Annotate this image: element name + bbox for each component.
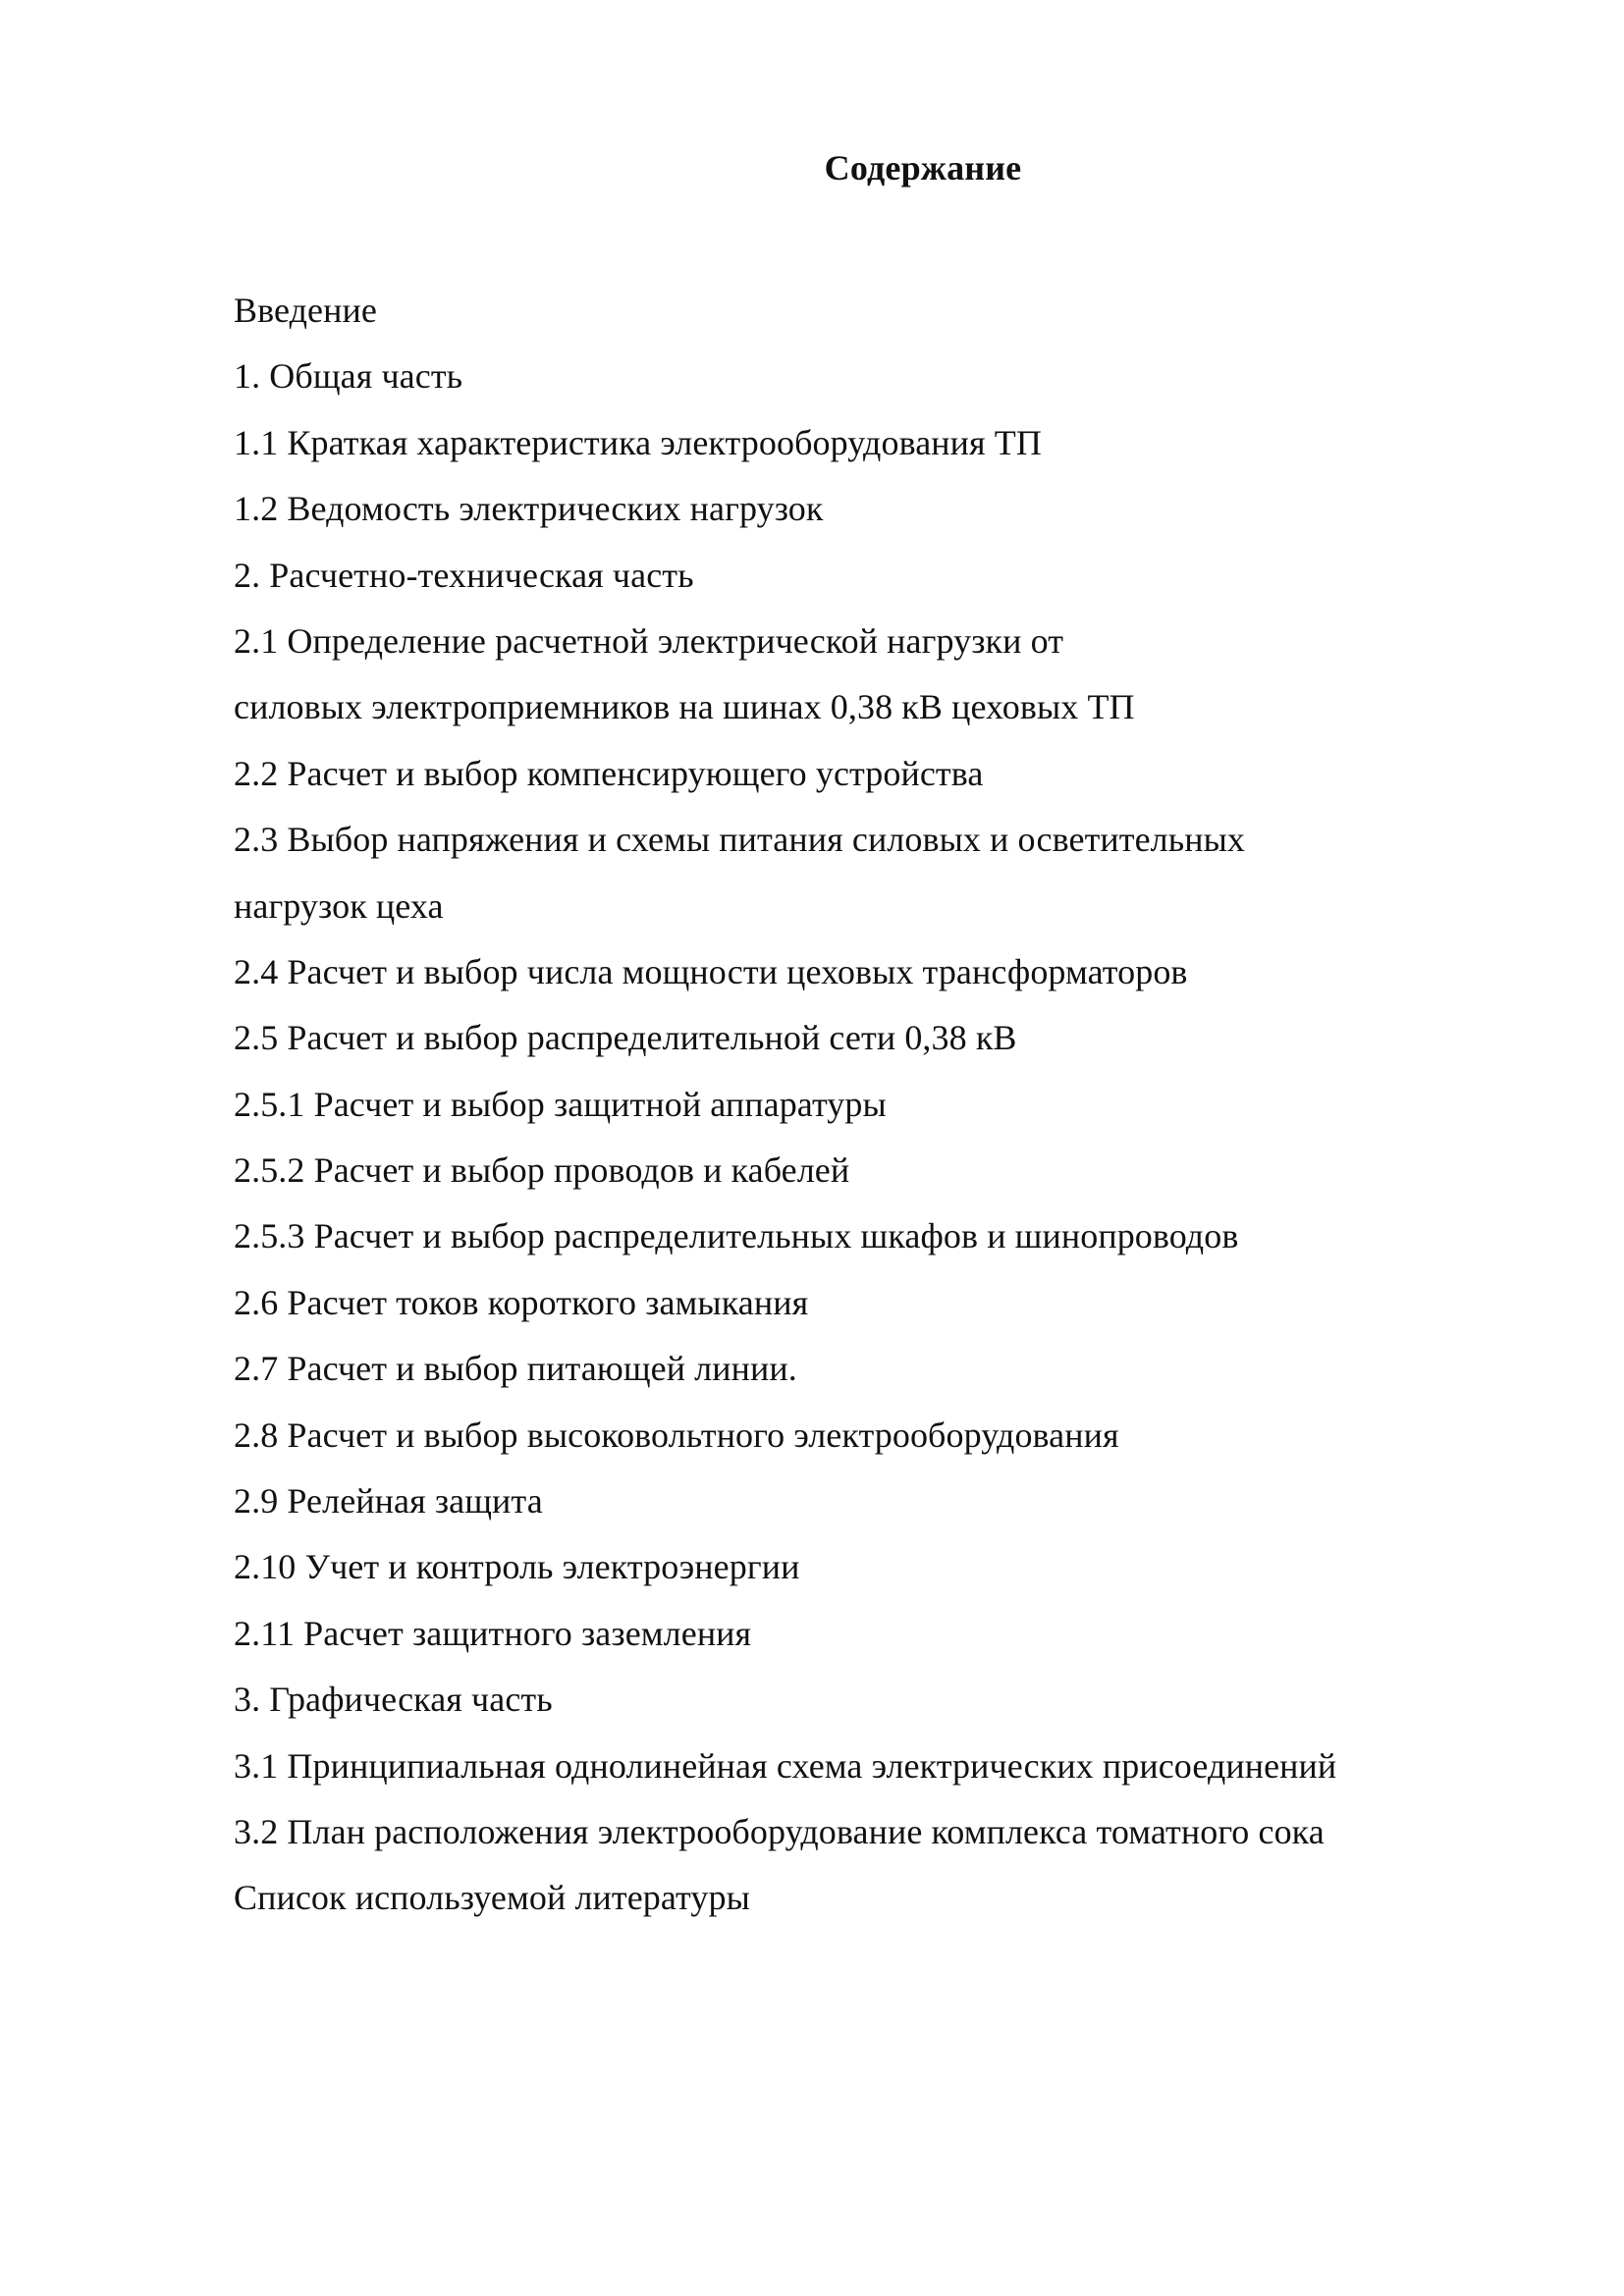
toc-line: 2.2 Расчет и выбор компенсирующего устройства: [234, 753, 984, 793]
toc-line: 2. Расчетно-техническая часть: [234, 555, 694, 595]
toc-line: 3.1 Принципиальная однолинейная схема электрических присоединений: [234, 1745, 1337, 1786]
toc-line: 1. Общая часть: [234, 356, 463, 397]
toc-line: 1.1 Краткая характеристика электрооборудования ТП: [234, 422, 1042, 462]
toc-line: 1.2 Ведомость электрических нагрузок: [234, 489, 824, 529]
toc-line: 2.5.3 Расчет и выбор распределительных шкафов и шинопроводов: [234, 1216, 1239, 1256]
toc-line: 2.1 Определение расчетной электрической нагрузки от: [234, 620, 1064, 661]
toc-line: 2.5 Расчет и выбор распределительной сети 0,38 кВ: [234, 1018, 1017, 1058]
toc-line: Введение: [234, 291, 377, 330]
toc-line: силовых электроприемников на шинах 0,38 кВ цеховых ТП: [234, 687, 1135, 727]
toc-line: 2.9 Релейная защита: [234, 1481, 543, 1522]
table-of-contents: [234, 283, 1510, 1937]
toc-line: 2.10 Учет и контроль электроэнергии: [234, 1547, 800, 1587]
toc-line: 3.2 План расположения электрооборудование комплекса томатного сока: [234, 1811, 1325, 1851]
toc-line: 2.5.1 Расчет и выбор защитной аппаратуры: [234, 1084, 887, 1124]
toc-line: 2.6 Расчет токов короткого замыкания: [234, 1282, 809, 1322]
toc-line: 2.7 Расчет и выбор питающей линии.: [234, 1349, 797, 1389]
toc-line: 2.3 Выбор напряжения и схемы питания силовых и осветительных: [234, 820, 1246, 860]
toc-line: 3. Графическая часть: [234, 1680, 553, 1720]
toc-line: 2.8 Расчет и выбор высоковольтного электрооборудования: [234, 1415, 1119, 1455]
toc-line: 2.5.2 Расчет и выбор проводов и кабелей: [234, 1150, 850, 1191]
toc-line: 2.4 Расчет и выбор числа мощности цеховых трансформаторов: [234, 951, 1188, 991]
toc-line: 2.11 Расчет защитного заземления: [234, 1613, 752, 1653]
toc-line: Список используемой литературы: [234, 1878, 750, 1918]
toc-line: нагрузок цеха: [234, 885, 444, 926]
page-title: Содержание: [824, 148, 1022, 187]
